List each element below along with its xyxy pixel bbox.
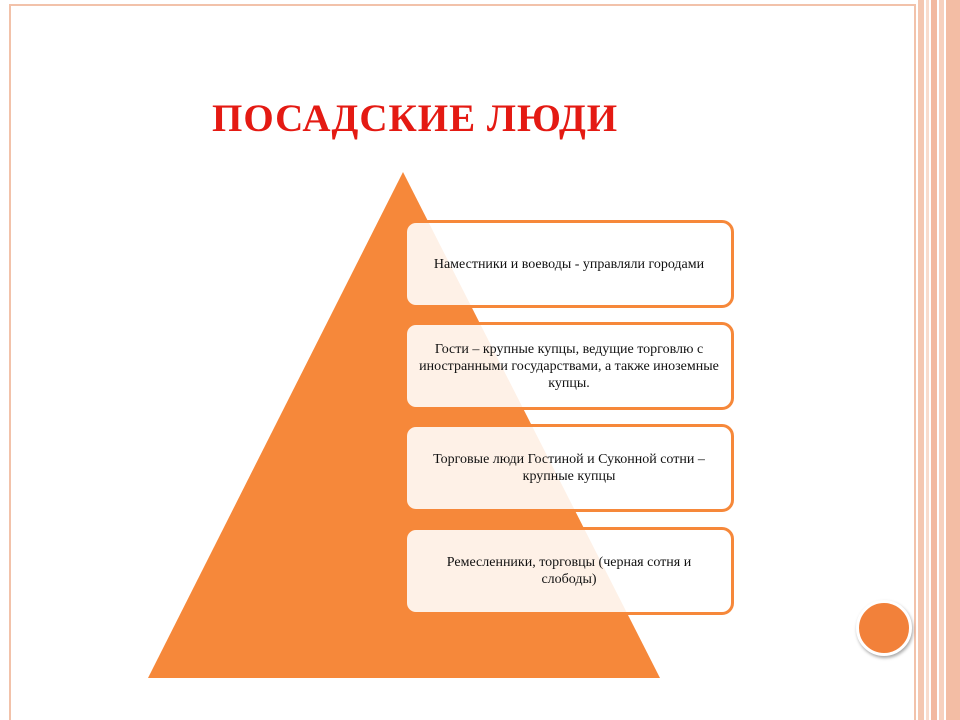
pyramid-level-1 bbox=[404, 220, 734, 308]
pyramid-level-4-text: Ремесленники, торговцы (черная сотня и слободы) bbox=[446, 555, 692, 587]
pyramid-level-1-text: Наместники и воеводы - управляли городами bbox=[433, 256, 705, 272]
slide-title: ПОСАДСКИЕ ЛЮДИ bbox=[212, 97, 619, 140]
pyramid-level-4 bbox=[404, 527, 734, 615]
pyramid-level-2-text: Гости – крупные купцы, ведущие торговлю с иностранными государствами, а также иноземные купцы. bbox=[419, 341, 719, 391]
decor-circle bbox=[856, 600, 912, 656]
pyramid-level-2 bbox=[404, 322, 734, 410]
pyramid-level-3 bbox=[404, 424, 734, 512]
pyramid-level-3-text: Торговые люди Гостиной и Суконной сотни – крупные купцы bbox=[433, 452, 705, 484]
